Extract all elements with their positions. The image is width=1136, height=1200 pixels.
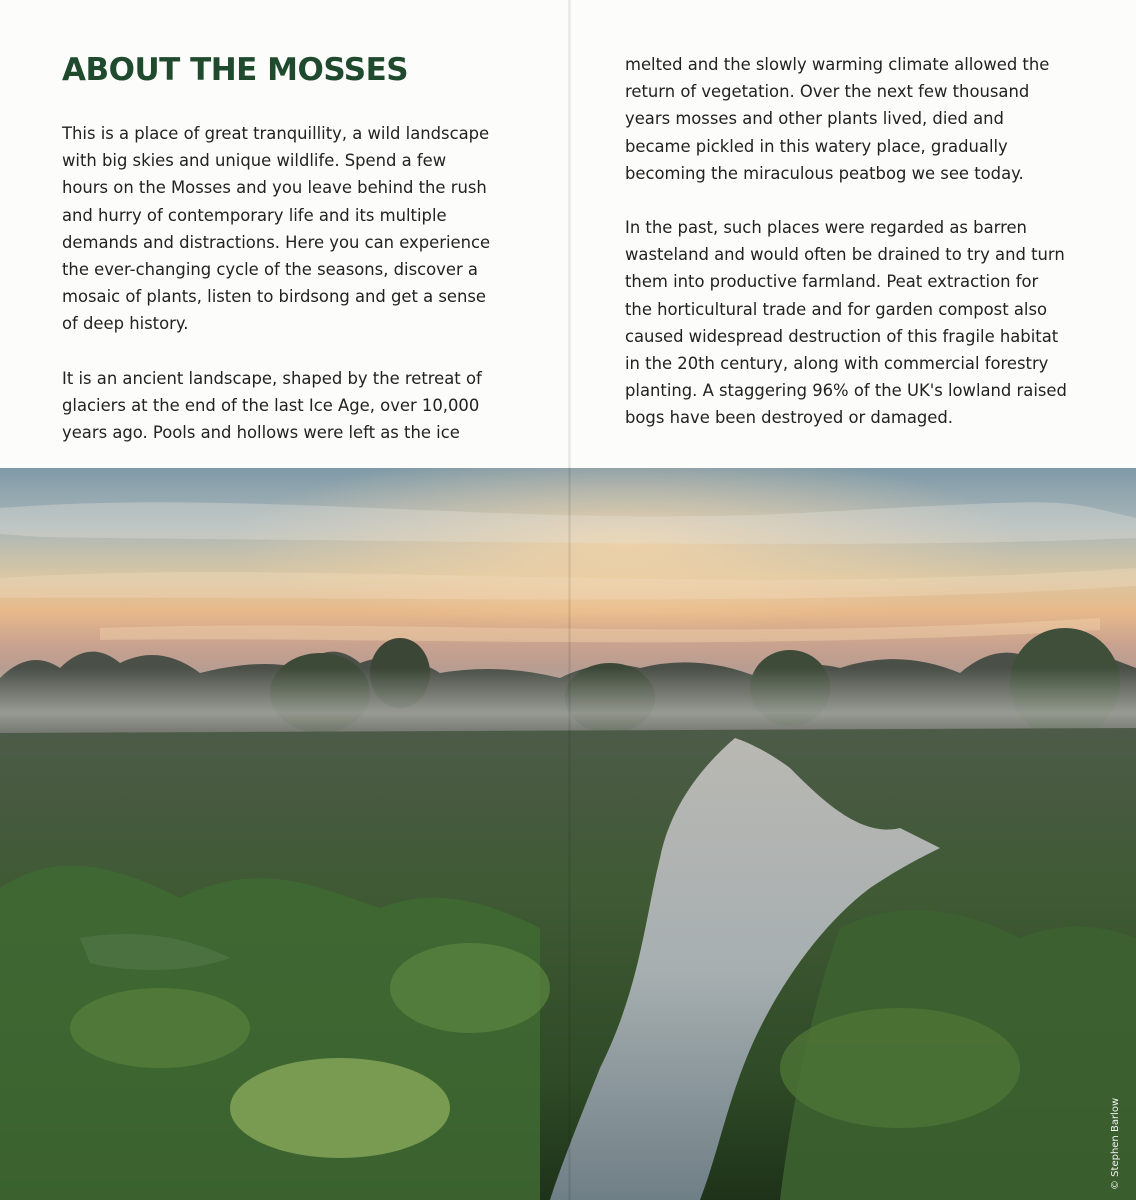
paragraph-vegetation: melted and the slowly warming climate allowed the return of vegetation. Over the next few thousand years mosses and other plants lived, died and became pickled in this watery place, gradually becoming the miraculous peatbog we see today. — [625, 55, 1050, 183]
paragraph-ancient-landscape: It is an ancient landscape, shaped by the retreat of glaciers at the end of the last Ice Age, over 10,000 years ago. Pools and hollows were left as the ice — [62, 368, 482, 443]
paragraph-destruction: In the past, such places were regarded as barren wasteland and would often be drained to try and turn them into productive farmland. Peat extraction for the horticultural trade and for garden compost also caused widespread destruction of this fragile habitat in the 20th century, along with commercial forestry planting. A staggering 96% of the UK's lowland raised bogs have been destroyed or damaged. — [625, 218, 1067, 428]
paragraph-intro: This is a place of great tranquillity, a wild landscape with big skies and unique wildlife. Spend a few hours on the Mosses and you leave behind the rush and hurry of contemporary life and its multiple demands and distractions. Here you can experience the ever-changing cycle of the seasons, discover a mosaic of plants, listen to birdsong and get a sense of deep history. — [62, 124, 491, 334]
page-fold — [568, 0, 571, 1200]
photo-credit: © Stephen Barlow — [1110, 1097, 1121, 1190]
page-title: ABOUT THE MOSSES — [62, 52, 409, 88]
left-text-column — [62, 120, 542, 473]
right-text-column — [625, 51, 1105, 459]
